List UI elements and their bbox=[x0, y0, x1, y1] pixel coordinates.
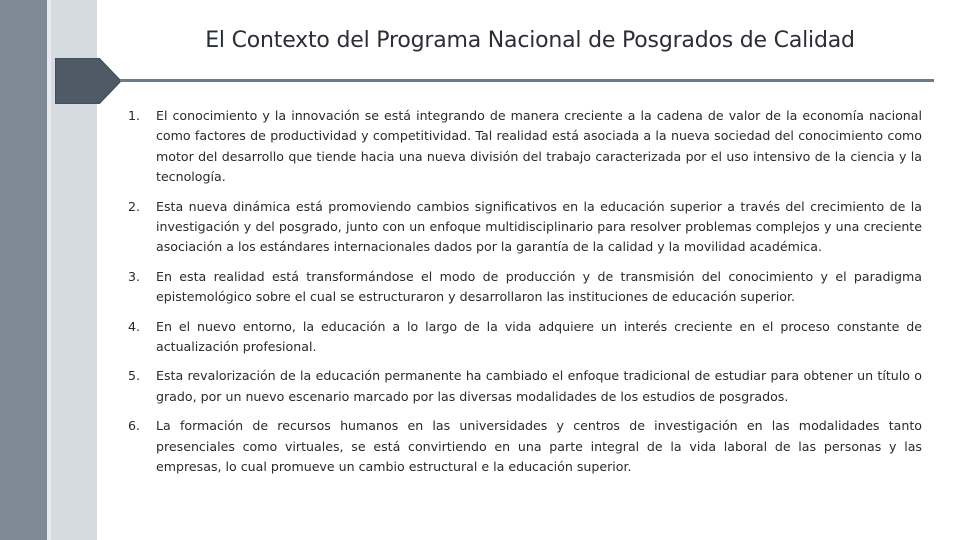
title-arrow-icon bbox=[55, 58, 121, 104]
points-list bbox=[128, 106, 922, 487]
list-item-number: 3. bbox=[128, 268, 141, 284]
list-item-number: 2. bbox=[128, 198, 141, 214]
list-item-text: El conocimiento y la innovación se está integrando de manera creciente a la cadena de valor de la economía nacional como factores de productividad y competitividad. Tal realidad está asociada a la nueva sociedad del conocimiento como motor del desarrollo que tiende hacia una nueva división del trabajo caracterizada por el uso intensivo de la ciencia y la tecnología. bbox=[156, 108, 922, 185]
list-item-text: La formación de recursos humanos en las universidades y centros de investigación en las modalidades tanto presenciales como virtuales, se está convirtiendo en una parte integral de la vida laboral de las personas y las empresas, lo cual promueve un cambio estructural e la educación superior. bbox=[156, 418, 922, 475]
list-item bbox=[128, 267, 922, 308]
list-item bbox=[128, 317, 922, 358]
list-item bbox=[128, 106, 922, 188]
list-item-text: En esta realidad está transformándose el modo de producción y de transmisión del conocimiento y el paradigma epistemológico sobre el cual se estructuraron y desarrollaron las instituciones de educación superior. bbox=[156, 268, 922, 305]
list-item-number: 1. bbox=[128, 108, 141, 123]
list-item-text: En el nuevo entorno, la educación a lo largo de la vida adquiere un interés creciente en el proceso constante de actualización profesional. bbox=[156, 318, 922, 355]
sidebar-dark-stripe bbox=[0, 0, 47, 540]
list-item-text: Esta nueva dinámica está promoviendo cambios significativos en la educación superior a través del crecimiento de la investigación y del posgrado, junto con un enfoque multidisciplinario para resolver problemas complejos y una creciente asociación a los estándares internacionales dados por la garantía de la calidad y la movilidad académica. bbox=[156, 198, 922, 255]
page-title: El Contexto del Programa Nacional de Posgrados de Calidad bbox=[205, 28, 855, 53]
list-item bbox=[128, 416, 922, 477]
list-item-number: 6. bbox=[128, 418, 141, 434]
list-item-number: 5. bbox=[128, 368, 141, 384]
list-item bbox=[128, 197, 922, 258]
list-item bbox=[128, 366, 922, 407]
list-item-text: Esta revalorización de la educación permanente ha cambiado el enfoque tradicional de estudiar para obtener un título o grado, por un nuevo escenario marcado por las diversas modalidades de los estudios de posgrados. bbox=[156, 368, 922, 404]
list-item-number: 4. bbox=[128, 318, 141, 334]
title-divider bbox=[120, 79, 934, 82]
